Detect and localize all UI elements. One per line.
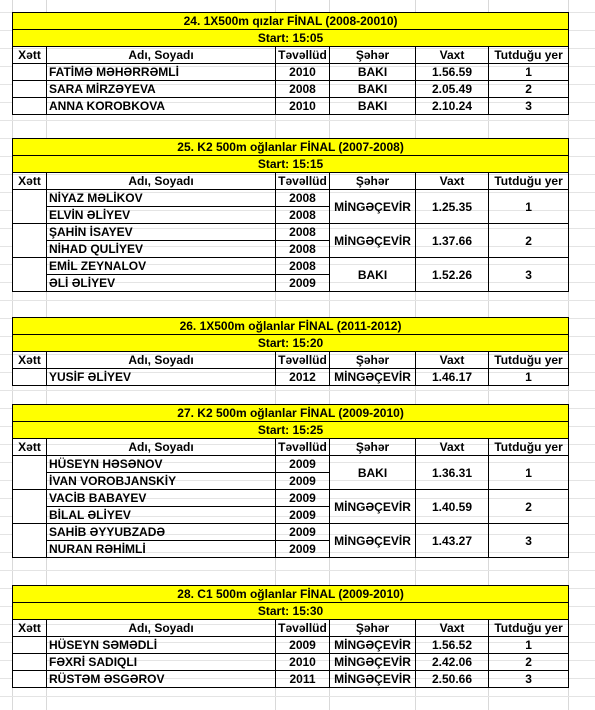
race-start-time[interactable]: Start: 15:20 [13,335,569,352]
lane-cell[interactable] [13,637,47,654]
finish-time[interactable]: 2.05.49 [416,81,489,98]
table-row [13,654,569,671]
race-block [12,317,568,386]
race-start-time[interactable]: Start: 15:05 [13,30,569,47]
athlete-name[interactable]: SAHİB ƏYYUBZADƏ [47,524,276,541]
race-start-time[interactable]: Start: 15:15 [13,156,569,173]
race-title[interactable]: 24. 1X500m qızlar FİNAL (2008-20010) [13,13,569,30]
table-row [13,369,569,386]
athlete-name[interactable]: İVAN VOROBJANSKİY [47,473,276,490]
place[interactable]: 2 [489,490,569,524]
birth-year[interactable]: 2009 [276,275,330,292]
name-header[interactable]: Adı, Soyadı [47,47,276,64]
city-header[interactable]: Şəhər [330,47,416,64]
place[interactable]: 2 [489,224,569,258]
athlete-name[interactable]: NİYAZ MƏLİKOV [47,190,276,207]
birth-year[interactable]: 2009 [276,637,330,654]
lane-cell[interactable] [13,98,47,115]
birth-year-header[interactable]: Təvəllüd [276,620,330,637]
race-start-time[interactable]: Start: 15:30 [13,603,569,620]
time-header[interactable]: Vaxt [416,620,489,637]
athlete-name[interactable]: ƏLİ ƏLİYEV [47,275,276,292]
race-block [12,404,568,558]
athlete-name[interactable]: BİLAL ƏLİYEV [47,507,276,524]
grid-row-line [0,390,595,391]
race-title[interactable]: 26. 1X500m oğlanlar FİNAL (2011-2012) [13,318,569,335]
place-header[interactable]: Tutduğu yer [489,439,569,456]
xett-header[interactable]: Xətt [13,620,47,637]
lane-cell[interactable] [13,64,47,81]
table-row [13,258,569,275]
finish-time[interactable]: 2.10.24 [416,98,489,115]
city[interactable]: MİNGƏÇEVİR [330,524,416,558]
city[interactable]: BAKI [330,64,416,81]
table-row [13,98,569,115]
place-header[interactable]: Tutduğu yer [489,173,569,190]
athlete-name[interactable]: FATİMƏ MƏHƏRRƏMLİ [47,64,276,81]
athlete-name[interactable]: ANNA KOROBKOVA [47,98,276,115]
time-header[interactable]: Vaxt [416,439,489,456]
city[interactable]: MİNGƏÇEVİR [330,654,416,671]
city[interactable]: BAKI [330,81,416,98]
name-header[interactable]: Adı, Soyadı [47,173,276,190]
birth-year-header[interactable]: Təvəllüd [276,439,330,456]
table-row [13,190,569,207]
finish-time[interactable]: 1.40.59 [416,490,489,524]
place[interactable]: 1 [489,190,569,224]
athlete-name[interactable]: HÜSEYN HƏSƏNOV [47,456,276,473]
table-row [13,490,569,507]
lane-cell[interactable] [13,671,47,688]
birth-year-header[interactable]: Təvəllüd [276,47,330,64]
birth-year[interactable]: 2012 [276,369,330,386]
xett-header[interactable]: Xətt [13,47,47,64]
birth-year[interactable]: 2009 [276,541,330,558]
birth-year[interactable]: 2009 [276,490,330,507]
table-row [13,524,569,541]
xett-header[interactable]: Xətt [13,173,47,190]
city-header[interactable]: Şəhər [330,173,416,190]
lane-cell[interactable] [13,654,47,671]
xett-header[interactable]: Xətt [13,439,47,456]
race-title[interactable]: 25. K2 500m oğlanlar FİNAL (2007-2008) [13,139,569,156]
birth-year[interactable]: 2010 [276,98,330,115]
birth-year-header[interactable]: Təvəllüd [276,352,330,369]
time-header[interactable]: Vaxt [416,352,489,369]
place[interactable]: 1 [489,637,569,654]
lane-cell[interactable] [13,190,47,224]
city-header[interactable]: Şəhər [330,439,416,456]
race-table [12,585,569,688]
table-row [13,81,569,98]
race-table [12,317,569,386]
city[interactable]: MİNGƏÇEVİR [330,190,416,224]
finish-time[interactable]: 1.52.26 [416,258,489,292]
athlete-name[interactable]: SARA MİRZƏYEVA [47,81,276,98]
time-header[interactable]: Vaxt [416,47,489,64]
finish-time[interactable]: 1.36.31 [416,456,489,490]
athlete-name[interactable]: YUSİF ƏLİYEV [47,369,276,386]
birth-year[interactable]: 2008 [276,81,330,98]
finish-time[interactable]: 1.37.66 [416,224,489,258]
finish-time[interactable]: 1.56.59 [416,64,489,81]
finish-time[interactable]: 1.25.35 [416,190,489,224]
athlete-name[interactable]: RÜSTƏM ƏSGƏROV [47,671,276,688]
athlete-name[interactable]: FƏXRİ SADIQLI [47,654,276,671]
place[interactable]: 3 [489,98,569,115]
athlete-name[interactable]: NİHAD QULİYEV [47,241,276,258]
athlete-name[interactable]: ŞAHİN İSAYEV [47,224,276,241]
race-block [12,12,568,115]
grid-row-line [0,570,595,571]
birth-year[interactable]: 2008 [276,207,330,224]
xett-header[interactable]: Xətt [13,352,47,369]
place[interactable]: 3 [489,524,569,558]
place[interactable]: 1 [489,456,569,490]
finish-time[interactable]: 1.46.17 [416,369,489,386]
finish-time[interactable]: 2.50.66 [416,671,489,688]
place[interactable]: 3 [489,671,569,688]
race-block [12,585,568,688]
finish-time[interactable]: 1.43.27 [416,524,489,558]
city[interactable]: MİNGƏÇEVİR [330,224,416,258]
athlete-name[interactable]: NURAN RƏHİMLİ [47,541,276,558]
city[interactable]: MİNGƏÇEVİR [330,637,416,654]
name-header[interactable]: Adı, Soyadı [47,352,276,369]
race-block [12,138,568,292]
city[interactable]: MİNGƏÇEVİR [330,490,416,524]
grid-row-line [0,300,595,301]
grid-row-line [0,696,595,697]
race-table [12,404,569,558]
place[interactable]: 2 [489,654,569,671]
birth-year[interactable]: 2009 [276,473,330,490]
city[interactable]: BAKI [330,98,416,115]
race-table [12,12,569,115]
birth-year[interactable]: 2009 [276,456,330,473]
birth-year-header[interactable]: Təvəllüd [276,173,330,190]
race-table [12,138,569,292]
athlete-name[interactable]: VACİB BABAYEV [47,490,276,507]
grid-row-line [0,120,595,121]
finish-time[interactable]: 2.42.06 [416,654,489,671]
birth-year[interactable]: 2010 [276,654,330,671]
place[interactable]: 3 [489,258,569,292]
birth-year[interactable]: 2009 [276,524,330,541]
lane-cell[interactable] [13,81,47,98]
birth-year[interactable]: 2008 [276,190,330,207]
birth-year[interactable]: 2010 [276,64,330,81]
lane-cell[interactable] [13,369,47,386]
race-title[interactable]: 28. C1 500m oğlanlar FİNAL (2009-2010) [13,586,569,603]
table-row [13,456,569,473]
city[interactable]: MİNGƏÇEVİR [330,671,416,688]
lane-cell[interactable] [13,224,47,258]
race-start-time[interactable]: Start: 15:25 [13,422,569,439]
table-row [13,64,569,81]
birth-year[interactable]: 2008 [276,241,330,258]
birth-year[interactable]: 2008 [276,258,330,275]
table-row [13,671,569,688]
athlete-name[interactable]: HÜSEYN SƏMƏDLİ [47,637,276,654]
city-header[interactable]: Şəhər [330,620,416,637]
athlete-name[interactable]: ELVİN ƏLİYEV [47,207,276,224]
name-header[interactable]: Adı, Soyadı [47,620,276,637]
place[interactable]: 1 [489,64,569,81]
birth-year[interactable]: 2011 [276,671,330,688]
time-header[interactable]: Vaxt [416,173,489,190]
place-header[interactable]: Tutduğu yer [489,620,569,637]
city[interactable]: MİNGƏÇEVİR [330,369,416,386]
athlete-name[interactable]: EMİL ZEYNALOV [47,258,276,275]
lane-cell[interactable] [13,456,47,490]
place-header[interactable]: Tutduğu yer [489,47,569,64]
place[interactable]: 1 [489,369,569,386]
birth-year[interactable]: 2009 [276,507,330,524]
place[interactable]: 2 [489,81,569,98]
birth-year[interactable]: 2008 [276,224,330,241]
lane-cell[interactable] [13,490,47,524]
table-row [13,224,569,241]
city-header[interactable]: Şəhər [330,352,416,369]
name-header[interactable]: Adı, Soyadı [47,439,276,456]
finish-time[interactable]: 1.56.52 [416,637,489,654]
race-title[interactable]: 27. K2 500m oğlanlar FİNAL (2009-2010) [13,405,569,422]
city[interactable]: BAKI [330,258,416,292]
table-row [13,637,569,654]
place-header[interactable]: Tutduğu yer [489,352,569,369]
lane-cell[interactable] [13,524,47,558]
city[interactable]: BAKI [330,456,416,490]
lane-cell[interactable] [13,258,47,292]
